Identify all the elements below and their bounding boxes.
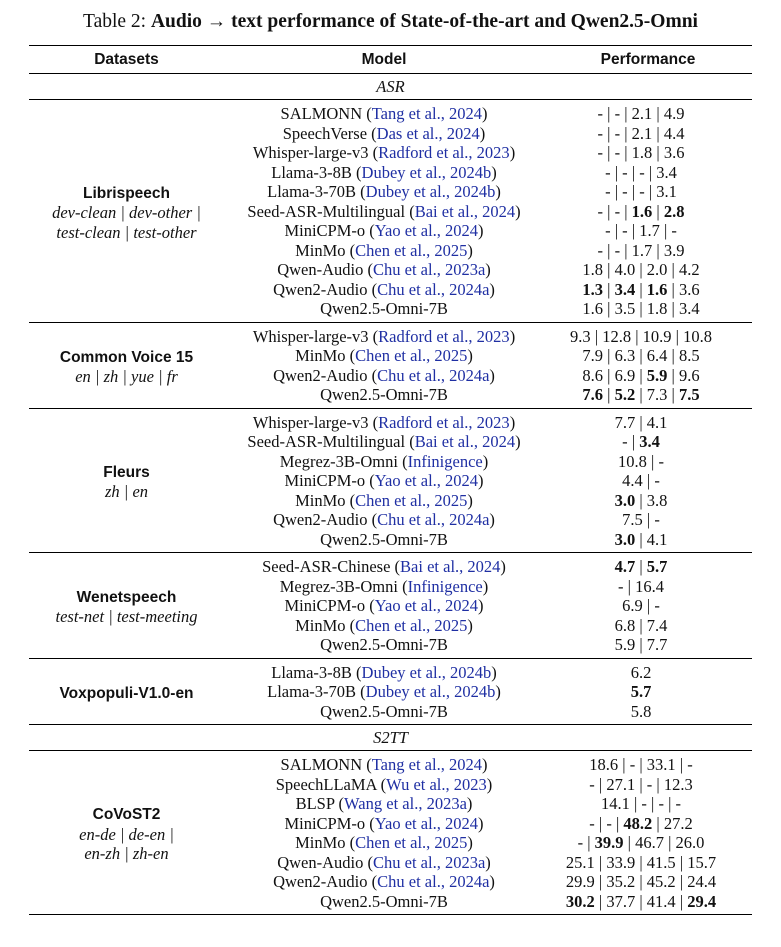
model-name: MinMo (295, 240, 346, 260)
model-cell: Whisper-large-v3 (Radford et al., 2023) (252, 326, 516, 346)
model-cell: Whisper-large-v3 (Radford et al., 2023) (252, 143, 516, 162)
performance-value: 5.9 | 7.7 (614, 635, 668, 654)
model-cell: SALMONN (Tang et al., 2024) (280, 755, 488, 774)
model-name: Llama-3-70B (267, 682, 357, 701)
performance-value: 8.6 | 6.9 | (582, 365, 647, 385)
citation: Chen et al., 2025 (355, 615, 468, 635)
dataset-name: CoVoST2 (92, 806, 161, 824)
performance-cell (544, 241, 752, 261)
model-cell (224, 299, 544, 322)
header-model: Model (361, 50, 407, 68)
dataset-subsets: dev-clean | dev-other | (52, 203, 201, 222)
performance-cell (544, 432, 752, 452)
dataset-name: Librispeech (83, 184, 170, 202)
model-name: MinMo (295, 833, 346, 852)
table-row (29, 322, 752, 346)
model-cell (224, 635, 544, 658)
performance-cell (544, 853, 752, 873)
model-name: Qwen2.5-Omni-7B (320, 701, 448, 721)
performance-value: | 7.3 | (635, 385, 679, 404)
performance-value-best: 3.4 (639, 432, 660, 451)
performance-value-best: 48.2 (623, 813, 653, 833)
performance-value-best: 5.9 (646, 365, 668, 385)
performance-value: 9.3 | 12.8 | 10.9 | 10.8 (570, 326, 712, 346)
dataset-cell (29, 100, 224, 323)
table-body (29, 74, 752, 915)
performance-cell (544, 596, 752, 616)
citation: Chu et al., 2024a (377, 365, 490, 385)
performance-cell (544, 775, 752, 795)
performance-value: | 3.8 (635, 490, 668, 510)
citation: Dubey et al., 2024b (365, 182, 496, 201)
performance-cell (544, 872, 752, 892)
performance-value-best: 39.9 (594, 833, 624, 852)
performance-cell (544, 280, 752, 300)
performance-value-best: 4.7 (614, 557, 636, 576)
performance-value: | 4.1 (635, 529, 668, 549)
performance-value-best: 1.6 (631, 201, 653, 221)
performance-value-best: 5.2 (614, 385, 636, 404)
model-cell: Seed-ASR-Chinese (Bai et al., 2024) (262, 557, 506, 576)
model-cell: BLSP (Wang et al., 2023a) (295, 794, 473, 813)
model-cell: Qwen2-Audio (Chu et al., 2024a) (273, 510, 495, 529)
performance-value: - | - | 1.8 | 3.6 (597, 143, 685, 162)
citation: Yao et al., 2024 (374, 221, 479, 240)
model-cell: MinMo (Chen et al., 2025) (295, 615, 473, 635)
model-name: Megrez-3B-Omni (279, 451, 398, 471)
performance-value: | 46.7 | 26.0 (623, 833, 705, 852)
performance-value: 25.1 | 33.9 | 41.5 | 15.7 (565, 852, 717, 872)
performance-cell (544, 702, 752, 725)
performance-cell (544, 366, 752, 386)
dataset-subsets: en-de | de-en | (79, 824, 174, 844)
performance-cell (544, 510, 752, 530)
performance-value: | (635, 557, 647, 576)
dataset-cell (29, 658, 224, 725)
model-cell: MiniCPM-o (Yao et al., 2024) (284, 813, 484, 833)
performance-cell (544, 100, 752, 124)
citation: Yao et al., 2024 (374, 596, 479, 615)
dataset-cell (29, 322, 224, 408)
performance-value: 7.5 | - (622, 510, 660, 529)
model-name: Llama-3-8B (271, 162, 352, 182)
model-cell: Llama-3-70B (Dubey et al., 2024b) (267, 182, 501, 201)
citation: Chu et al., 2023a (373, 852, 486, 872)
performance-value-best: 1.6 (646, 279, 668, 299)
model-cell: Whisper-large-v3 (Radford et al., 2023) (252, 412, 516, 432)
dataset-name: Common Voice 15 (59, 348, 194, 366)
performance-cell (544, 635, 752, 658)
model-name: SpeechVerse (282, 123, 368, 143)
model-cell: Llama-3-8B (Dubey et al., 2024b) (271, 162, 497, 182)
section-label: S2TT (373, 727, 408, 747)
table-row (29, 658, 752, 682)
performance-cell (544, 491, 752, 511)
performance-cell (544, 814, 752, 834)
performance-value: - | - | 1.7 | 3.9 (597, 240, 685, 260)
dataset-cell (29, 553, 224, 659)
performance-value: 1.6 | 3.5 | 1.8 | 3.4 (582, 299, 700, 318)
dataset-subsets: en | zh | yue | fr (75, 367, 178, 386)
performance-cell (544, 346, 752, 366)
model-cell: SALMONN (Tang et al., 2024) (280, 104, 488, 123)
performance-cell (544, 471, 752, 491)
caption-prefix: Table 2: (83, 11, 147, 32)
citation: Infinigence (407, 451, 483, 471)
model-cell: MinMo (Chen et al., 2025) (295, 490, 473, 510)
citation: Yao et al., 2024 (374, 471, 479, 490)
performance-value: 4.4 | - (622, 471, 660, 490)
citation: Wang et al., 2023a (344, 794, 467, 813)
citation: Radford et al., 2023 (378, 143, 510, 162)
dataset-subsets: en-zh | zh-en (84, 844, 169, 864)
model-name: MiniCPM-o (284, 596, 366, 615)
model-name: Whisper-large-v3 (252, 412, 369, 432)
model-name: Whisper-large-v3 (252, 143, 369, 162)
performance-value-best: 3.0 (614, 490, 636, 510)
dataset-cell (29, 408, 224, 553)
performance-value-best: 1.3 (582, 279, 604, 299)
performance-cell (544, 553, 752, 577)
citation: Chu et al., 2024a (377, 872, 490, 891)
table-row (29, 100, 752, 124)
performance-value: 6.8 | 7.4 (614, 615, 668, 635)
performance-value: 10.8 | - (618, 451, 664, 471)
model-name: Qwen2.5-Omni-7B (320, 891, 448, 911)
performance-value: | (603, 279, 615, 299)
performance-cell (544, 452, 752, 472)
model-name: SALMONN (280, 104, 363, 123)
model-name: SpeechLLaMA (275, 774, 377, 794)
performance-value: | 9.6 (667, 365, 700, 385)
model-name: SALMONN (280, 755, 363, 774)
performance-cell (544, 299, 752, 322)
model-cell: MinMo (Chen et al., 2025) (295, 833, 473, 852)
model-name: MiniCPM-o (284, 471, 366, 490)
performance-cell (544, 322, 752, 346)
citation: Dubey et al., 2024b (361, 662, 492, 682)
model-cell: MinMo (Chen et al., 2025) (295, 346, 473, 365)
performance-cell (544, 163, 752, 183)
performance-value: - | - | 2.1 | 4.9 (597, 104, 685, 123)
model-name: BLSP (295, 794, 335, 813)
performance-cell (544, 182, 752, 202)
model-name: Llama-3-70B (267, 182, 357, 201)
model-name: Whisper-large-v3 (252, 326, 369, 346)
model-cell: Seed-ASR-Multilingual (Bai et al., 2024) (247, 201, 521, 221)
header-row (29, 46, 752, 74)
performance-value: | 27.2 (652, 813, 693, 833)
performance-cell (544, 751, 752, 775)
citation: Tang et al., 2024 (371, 755, 482, 774)
model-name: Qwen2.5-Omni-7B (320, 299, 448, 318)
performance-value: - | - | - | 3.4 (605, 162, 677, 182)
performance-cell (544, 385, 752, 408)
model-cell: MinMo (Chen et al., 2025) (295, 240, 473, 260)
table-caption (0, 9, 781, 35)
performance-value-best: 2.8 (663, 201, 685, 221)
performance-value: 6.9 | - (622, 596, 660, 615)
header-datasets: Datasets (94, 50, 159, 68)
model-cell: Qwen-Audio (Chu et al., 2023a) (277, 260, 491, 279)
performance-cell (544, 658, 752, 682)
citation: Das et al., 2024 (376, 123, 480, 143)
performance-value: 6.2 (630, 662, 652, 682)
performance-cell (544, 530, 752, 553)
performance-value: | 37.7 | 41.4 | (594, 891, 688, 911)
dataset-subsets: test-net | test-meeting (55, 607, 198, 627)
model-name: MinMo (295, 615, 346, 635)
citation: Radford et al., 2023 (378, 412, 510, 432)
section-label: ASR (376, 76, 405, 96)
model-cell: Seed-ASR-Multilingual (Bai et al., 2024) (247, 432, 521, 451)
model-cell: Megrez-3B-Omni (Infinigence) (279, 576, 489, 596)
model-cell: SpeechLLaMA (Wu et al., 2023) (275, 774, 493, 794)
performance-value-best: 30.2 (565, 891, 595, 911)
performance-value-best: 5.7 (630, 682, 652, 701)
model-cell: Qwen2-Audio (Chu et al., 2024a) (273, 365, 495, 385)
performance-cell (544, 260, 752, 280)
performance-value: | 3.6 (667, 279, 700, 299)
performance-value-best: 3.4 (614, 279, 636, 299)
performance-value: 5.8 (630, 701, 652, 721)
performance-cell (544, 202, 752, 222)
model-cell: Llama-3-70B (Dubey et al., 2024b) (267, 682, 501, 701)
citation: Bai et al., 2024 (400, 557, 501, 576)
model-name: Qwen2.5-Omni-7B (320, 529, 448, 549)
performance-cell (544, 892, 752, 915)
performance-value-best: 3.0 (614, 529, 636, 549)
performance-value: - | - | (597, 201, 632, 221)
model-cell: MiniCPM-o (Yao et al., 2024) (284, 471, 484, 490)
table-row (29, 553, 752, 577)
citation: Bai et al., 2024 (414, 432, 516, 451)
performance-value: - | - | 1.7 | - (605, 221, 677, 240)
performance-value: 29.9 | 35.2 | 45.2 | 24.4 (565, 872, 717, 891)
model-name: Seed-ASR-Chinese (262, 557, 391, 576)
dataset-subsets: test-clean | test-other (56, 222, 197, 242)
model-cell: Qwen-Audio (Chu et al., 2023a) (277, 852, 491, 872)
table-row (29, 751, 752, 775)
model-name: MinMo (295, 346, 346, 365)
performance-cell (544, 124, 752, 144)
performance-value: | (603, 385, 615, 404)
citation: Chen et al., 2025 (355, 240, 468, 260)
model-cell: SpeechVerse (Das et al., 2024) (282, 123, 486, 143)
model-cell (224, 702, 544, 725)
citation: Chen et al., 2025 (355, 833, 468, 852)
model-name: MiniCPM-o (284, 813, 366, 833)
performance-cell (544, 794, 752, 814)
citation: Wu et al., 2023 (386, 774, 487, 794)
citation: Radford et al., 2023 (378, 326, 510, 346)
performance-cell (544, 833, 752, 853)
citation: Dubey et al., 2024b (361, 162, 492, 182)
model-cell: Megrez-3B-Omni (Infinigence) (279, 451, 489, 471)
model-name: Llama-3-8B (271, 662, 352, 682)
performance-value-best: 5.7 (646, 557, 668, 576)
model-cell (224, 530, 544, 553)
model-name: Seed-ASR-Multilingual (247, 201, 406, 221)
performance-cell (544, 143, 752, 163)
model-name: Qwen2-Audio (273, 365, 368, 385)
section-row (29, 74, 752, 100)
model-cell: MiniCPM-o (Yao et al., 2024) (284, 221, 484, 240)
performance-value-best: 7.6 (582, 385, 604, 404)
performance-value: 1.8 | 4.0 | 2.0 | 4.2 (582, 260, 700, 279)
section-row (29, 725, 752, 751)
dataset-cell (29, 751, 224, 915)
model-name: Qwen2-Audio (273, 510, 368, 529)
citation: Infinigence (407, 576, 483, 596)
performance-value: - | 27.1 | - | 12.3 (589, 774, 693, 794)
header-performance: Performance (600, 50, 696, 68)
dataset-name: Wenetspeech (76, 588, 177, 606)
model-name: Megrez-3B-Omni (279, 576, 398, 596)
citation: Dubey et al., 2024b (365, 682, 496, 701)
table-row (29, 408, 752, 432)
citation: Chu et al., 2023a (373, 260, 486, 279)
performance-value: - | 16.4 (618, 576, 664, 596)
dataset-name: Voxpopuli-V1.0-en (59, 684, 194, 702)
performance-value: - | (622, 432, 640, 451)
model-cell: Qwen2-Audio (Chu et al., 2024a) (273, 872, 495, 891)
performance-value: 7.9 | 6.3 | 6.4 | 8.5 (582, 346, 700, 365)
model-cell (224, 385, 544, 408)
citation: Bai et al., 2024 (414, 201, 516, 221)
performance-value: 14.1 | - | - | - (600, 794, 682, 813)
model-name: MinMo (295, 490, 346, 510)
performance-cell (544, 682, 752, 702)
citation: Chen et al., 2025 (355, 490, 468, 510)
dataset-subsets: zh | en (104, 482, 149, 502)
model-cell (224, 892, 544, 915)
performance-value: | (652, 201, 664, 221)
performance-value-best: 29.4 (687, 891, 717, 911)
model-name: MiniCPM-o (284, 221, 366, 240)
performance-cell (544, 408, 752, 432)
model-name: Seed-ASR-Multilingual (247, 432, 406, 451)
model-name: Qwen2-Audio (273, 872, 368, 891)
performance-cell (544, 221, 752, 241)
model-name: Qwen-Audio (277, 260, 364, 279)
citation: Chen et al., 2025 (355, 346, 468, 365)
model-cell: Qwen2-Audio (Chu et al., 2024a) (273, 279, 495, 299)
citation: Chu et al., 2024a (377, 510, 490, 529)
model-name: Qwen2.5-Omni-7B (320, 385, 448, 404)
caption-title: Audio → text performance of State-of-the-art and Qwen2.5-Omni (150, 11, 698, 32)
performance-value: - | - | 2.1 | 4.4 (597, 123, 685, 143)
model-name: Qwen2.5-Omni-7B (320, 635, 448, 654)
performance-value-best: 7.5 (678, 385, 700, 404)
citation: Chu et al., 2024a (377, 279, 490, 299)
performance-value: - | - | - | 3.1 (605, 182, 677, 201)
performance-value: - | - | (589, 813, 624, 833)
model-cell: MiniCPM-o (Yao et al., 2024) (284, 596, 484, 615)
performance-value: | (635, 279, 647, 299)
performance-cell (544, 616, 752, 636)
performance-cell (544, 577, 752, 597)
performance-value: 18.6 | - | 33.1 | - (589, 755, 693, 774)
performance-value: 7.7 | 4.1 (614, 412, 668, 432)
citation: Yao et al., 2024 (374, 813, 479, 833)
model-name: Qwen2-Audio (273, 279, 368, 299)
dataset-name: Fleurs (103, 463, 150, 481)
model-cell: Llama-3-8B (Dubey et al., 2024b) (271, 662, 497, 682)
citation: Tang et al., 2024 (371, 104, 482, 123)
results-table (29, 45, 752, 915)
performance-value: - | (577, 833, 595, 852)
model-name: Qwen-Audio (277, 852, 364, 872)
